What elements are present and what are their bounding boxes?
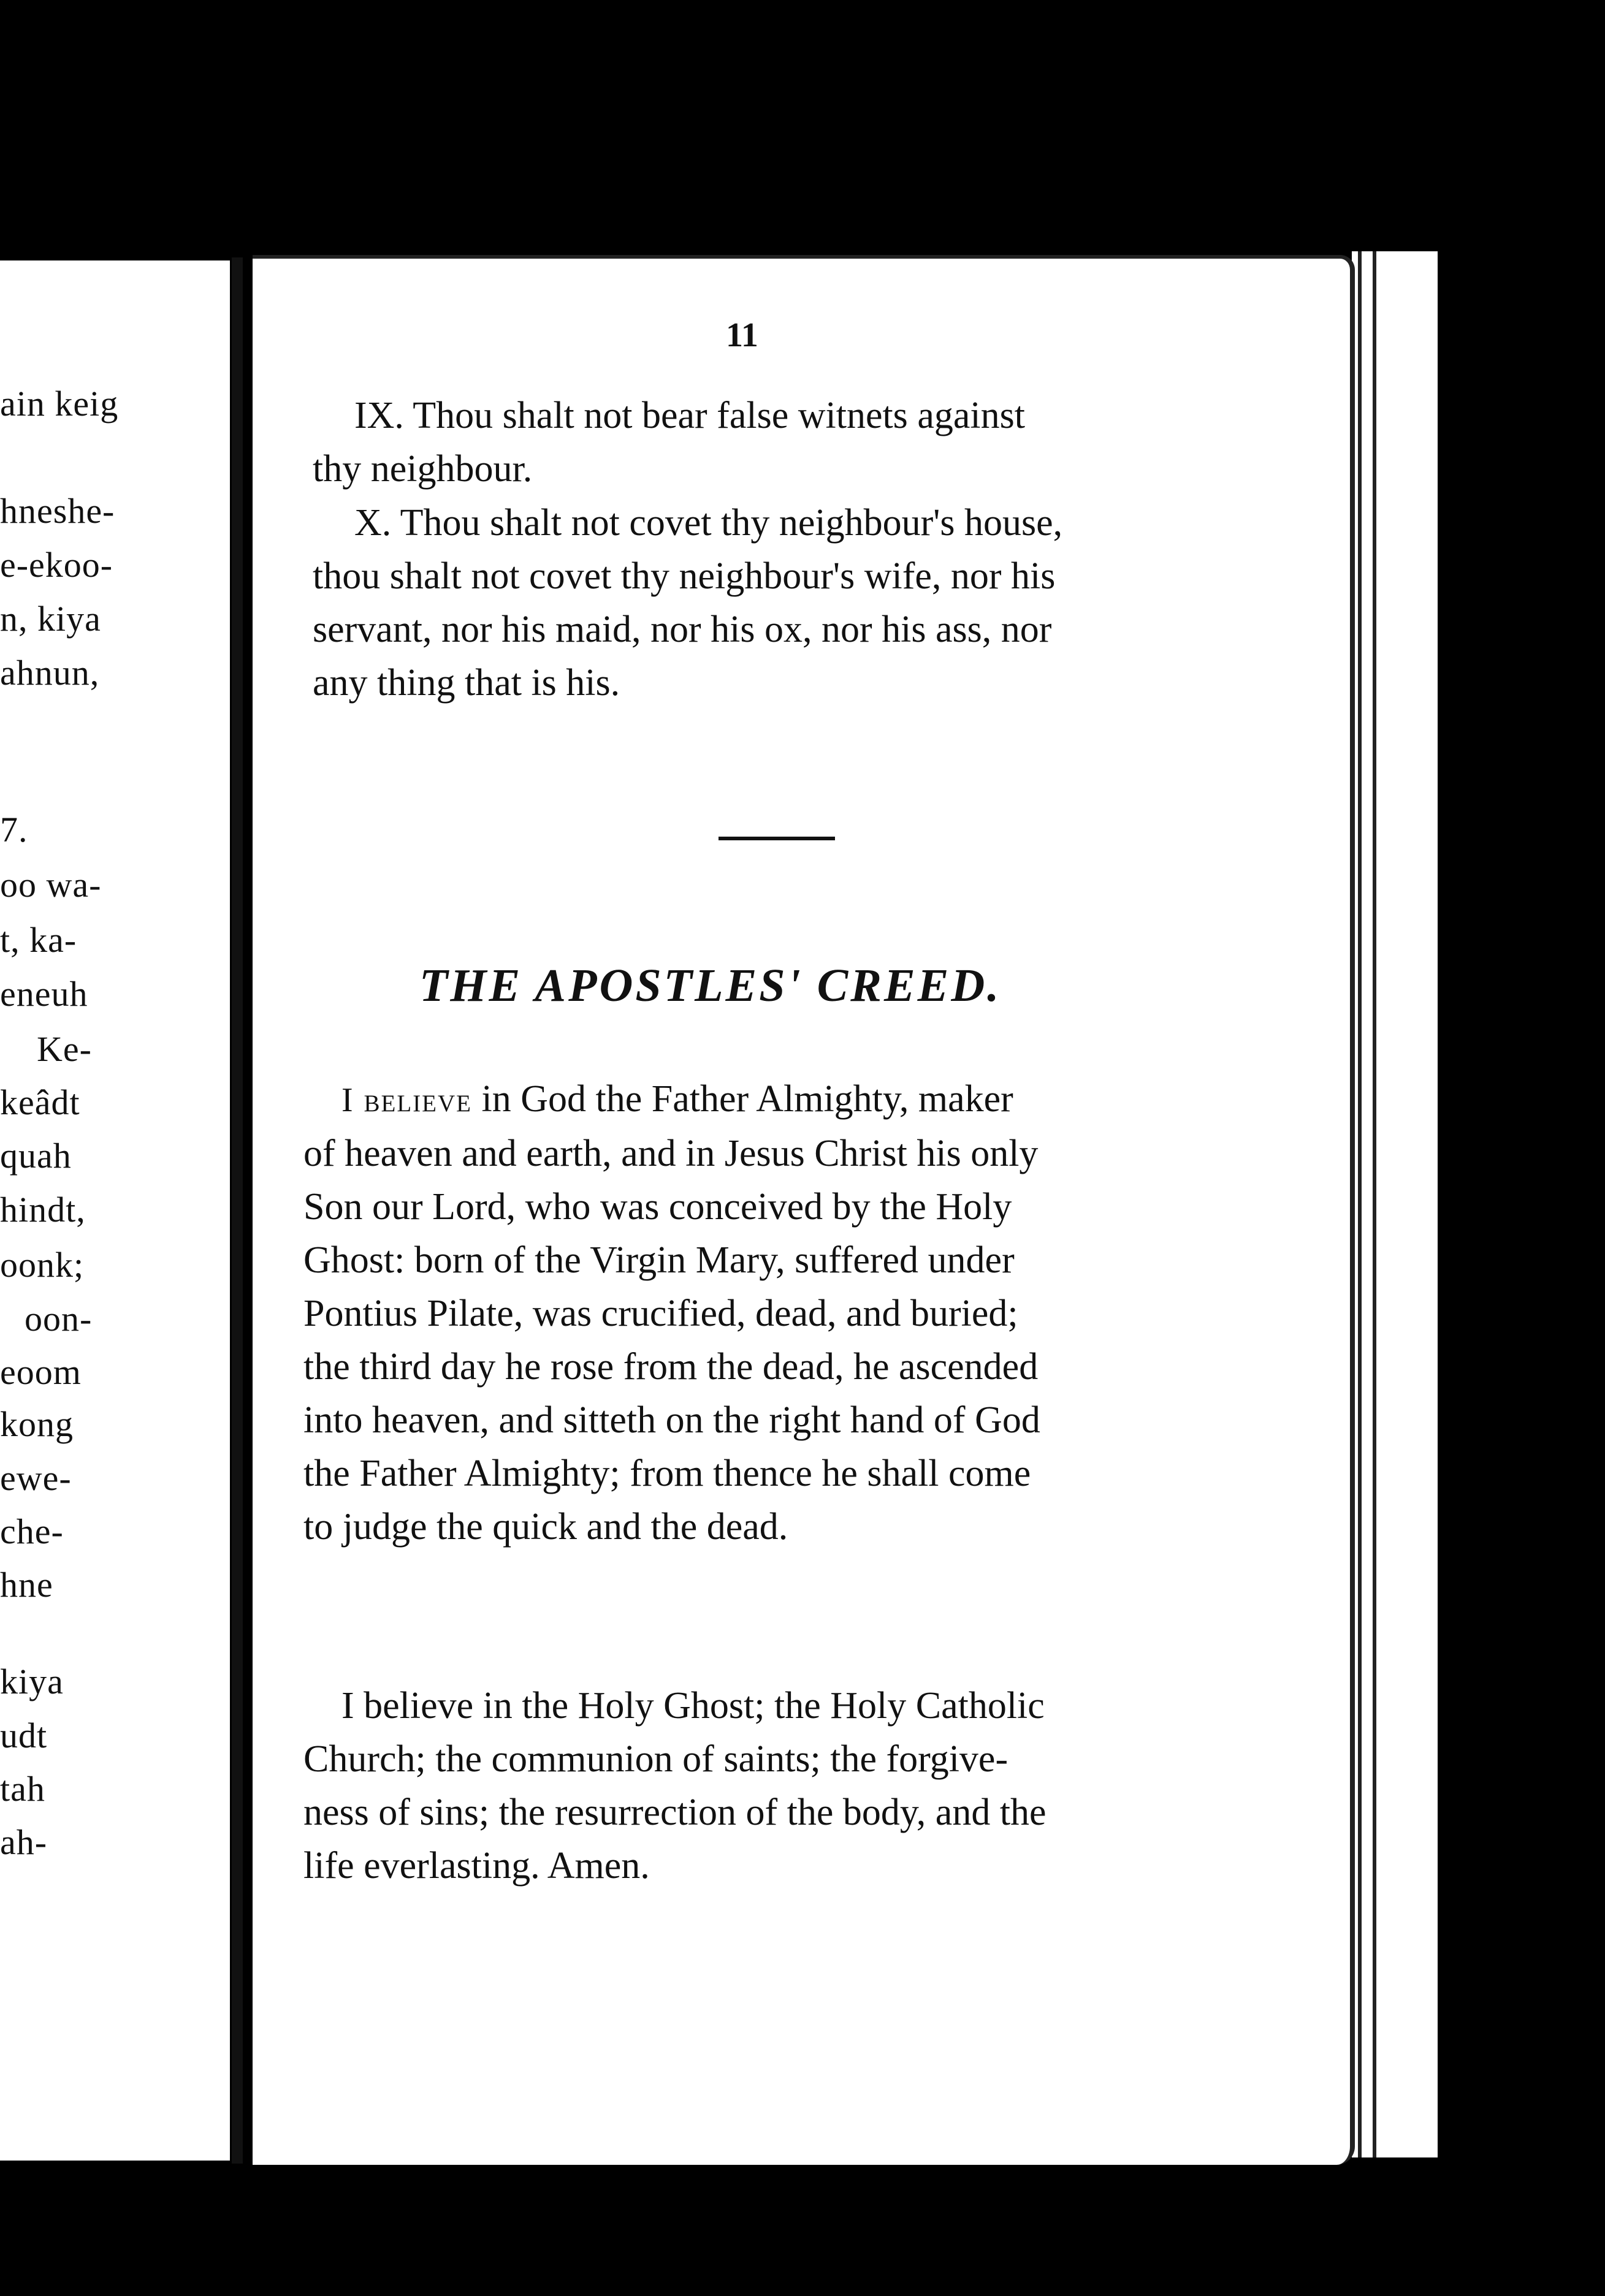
left-page-line: n, kiya [0,599,101,639]
section-divider [719,837,835,840]
text-line: IX. Thou shalt not bear false witnets against [354,395,1025,436]
left-page-line: che- [0,1511,64,1551]
left-page-line: ain keig [0,384,119,424]
text-line-rest: in God the Father Almighty, maker [472,1078,1013,1120]
commandment-ninth [313,389,1025,496]
text-line: life everlasting. Amen. [303,1845,650,1887]
left-page-line: hindt, [0,1190,86,1230]
left-page-line: tah [0,1769,45,1809]
left-facing-page [0,260,230,2161]
left-page-line: hne [0,1565,53,1605]
text-line: I believe in the Holy Ghost; the Holy Catholic [341,1685,1045,1727]
left-page-line: udt [0,1716,48,1755]
text-line: thy neighbour. [313,448,533,490]
text-line: the third day he rose from the dead, he ascended [303,1346,1039,1388]
page-stack-edge [1352,251,1438,2157]
left-page-line: oon- [25,1299,93,1339]
text-line: thou shalt not covet thy neighbour's wife, nor his [313,555,1056,597]
text-line: servant, nor his maid, nor his ox, nor his ass, nor [313,609,1052,650]
creed-paragraph-2 [303,1679,1046,1893]
text-line: of heaven and earth, and in Jesus Christ his only [303,1133,1039,1174]
gutter-edge [232,257,243,2164]
creed-paragraph-1 [303,1073,1040,1554]
commandment-tenth [313,496,1062,710]
left-page-line: kong [0,1404,74,1444]
left-page-line: quah [0,1136,72,1176]
text-line [303,1073,1040,1127]
left-page-line: Ke- [37,1029,92,1069]
left-page-line: e-ekoo- [0,545,113,585]
text-line: Ghost: born of the Virgin Mary, suffered under [303,1239,1015,1281]
left-page-line: oo wa- [0,865,102,905]
text-line: any thing that is his. [313,662,620,704]
left-page-line: hneshe- [0,491,115,531]
left-page-line: oonk; [0,1245,85,1285]
left-page-line: ah- [0,1822,48,1862]
text-line: X. Thou shalt not covet thy neighbour's house, [354,502,1063,544]
left-page-line: kiya [0,1662,64,1701]
text-line: the Father Almighty; from thence he shall come [303,1453,1031,1494]
left-page-line: t, ka- [0,920,77,960]
section-heading: THE APOSTLES' CREED. [419,960,1002,1011]
text-line: ness of sins; the resurrection of the body, and the [303,1792,1046,1833]
text-line: to judge the quick and the dead. [303,1506,788,1548]
text-line: into heaven, and sitteth on the right hand of God [303,1399,1040,1441]
left-page-line: keâdt [0,1082,80,1122]
left-page-line: eoom [0,1352,82,1392]
left-page-line: ahnun, [0,653,100,693]
opening-word: I believe [341,1081,472,1119]
left-page-line: ewe- [0,1458,72,1498]
text-line: Son our Lord, who was conceived by the Holy [303,1186,1012,1228]
text-line: Church; the communion of saints; the forgive- [303,1738,1008,1780]
text-line: Pontius Pilate, was crucified, dead, and buried; [303,1293,1018,1334]
left-page-line: 7. [0,810,28,850]
left-page-line: eneuh [0,974,88,1014]
page-number: 11 [726,316,758,354]
